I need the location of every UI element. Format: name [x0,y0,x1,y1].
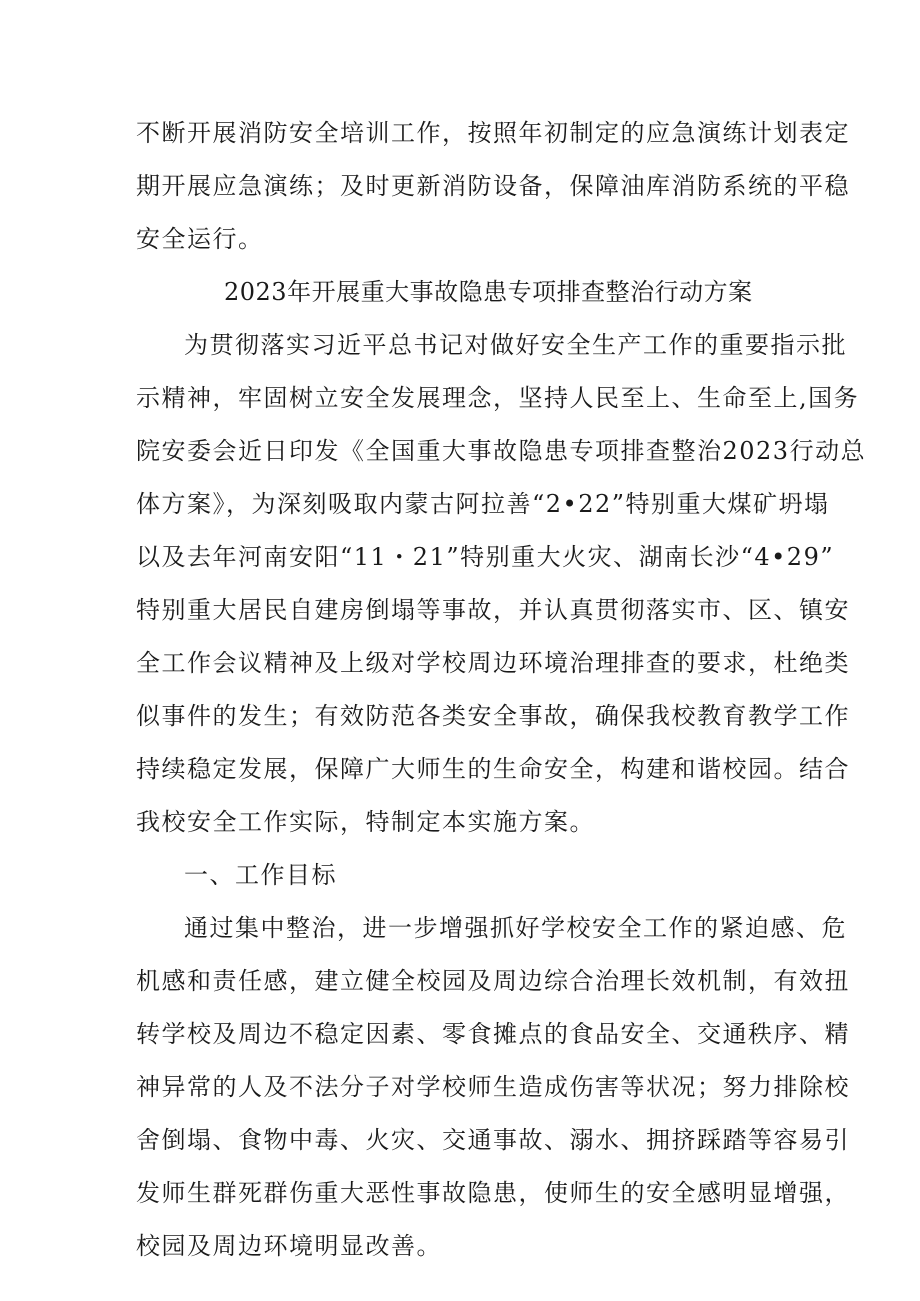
body-text-line: 神异常的人及不法分子对学校师生造成伤害等状况；努力排除校 [136,1073,850,1101]
body-text-line: 为贯彻落实习近平总书记对做好安全生产工作的重要指示批 [184,331,847,359]
body-text-line: 转学校及周边不稳定因素、零食摊点的食品安全、交通秩序、精 [136,1020,850,1048]
body-text-line: 以及去年河南安阳“11・21”特别重大火灾、湖南长沙“4•29” [136,543,835,571]
body-text-line: 通过集中整治，进一步增强抓好学校安全工作的紧迫感、危 [184,914,847,942]
body-text-line: 机感和责任感，建立健全校园及周边综合治理长效机制，有效扭 [136,967,850,995]
body-text-line: 我校安全工作实际，特制定本实施方案。 [136,808,595,836]
body-text-line: 持续稳定发展，保障广大师生的生命安全，构建和谐校园。结合 [136,755,850,783]
body-text-line: 示精神，牢固树立安全发展理念，坚持人民至上、生命至上,国务 [136,384,860,412]
body-text-line: 校园及周边环境明显改善。 [136,1232,442,1260]
body-text-line: 体方案》，为深刻吸取内蒙古阿拉善“2•22”特别重大煤矿坍塌 [136,490,830,518]
section-heading: 一、工作目标 [184,861,337,889]
body-text-line: 发师生群死群伤重大恶性事故隐患，使师生的安全感明显增强， [136,1179,850,1207]
body-text-line: 全工作会议精神及上级对学校周边环境治理排查的要求，杜绝类 [136,649,850,677]
body-text-line: 期开展应急演练；及时更新消防设备，保障油库消防系统的平稳 [136,172,850,200]
body-text-line: 安全运行。 [136,225,264,253]
document-title: 2023年开展重大事故隐患专项排查整治行动方案 [224,278,753,306]
body-text-line: 似事件的发生；有效防范各类安全事故，确保我校教育教学工作 [136,702,850,730]
body-text-line: 院安委会近日印发《全国重大事故隐患专项排查整治2023行动总 [136,437,867,465]
body-text-line: 特别重大居民自建房倒塌等事故，并认真贯彻落实市、区、镇安 [136,596,850,624]
body-text-line: 舍倒塌、食物中毒、火灾、交通事故、溺水、拥挤踩踏等容易引 [136,1126,850,1154]
body-text-line: 不断开展消防安全培训工作，按照年初制定的应急演练计划表定 [136,119,850,147]
